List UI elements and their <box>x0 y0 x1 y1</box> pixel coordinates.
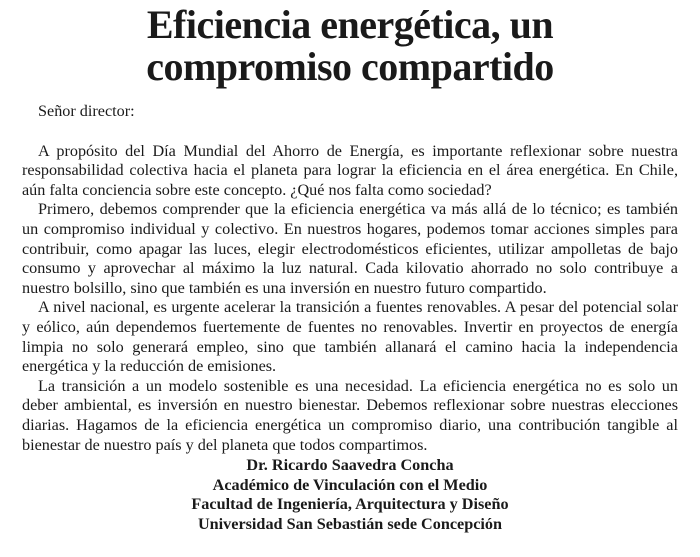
headline <box>0 0 700 88</box>
headline-line-2: compromiso compartido <box>146 44 554 89</box>
signature-role: Académico de Vinculación con el Medio <box>212 475 488 494</box>
headline-line-1: Eficiencia energética, un <box>146 2 554 47</box>
signature-faculty: Facultad de Ingeniería, Arquitectura y Diseño <box>191 495 509 514</box>
signature-block <box>22 456 678 534</box>
paragraph-1: A propósito del Día Mundial del Ahorro de Energía, es importante reflexionar sobre nuestra responsabilidad colectiva hacia el planeta para lograr la eficiencia en el área energética. En Chile, aún falta conciencia sobre este concepto. ¿Qué nos falta como sociedad? <box>22 141 678 199</box>
signature-university: Universidad San Sebastián sede Concepción <box>197 514 502 533</box>
salutation: Señor director: <box>38 102 135 120</box>
paragraph-3: A nivel nacional, es urgente acelerar la transición a fuentes renovables. A pesar del potencial solar y eólico, aún dependemos fuertemente de fuentes no renovables. Invertir en proyectos de energía limpia no solo generará empleo, sino que también allanará el camino hacia la independencia energética y la reducción de emisiones. <box>22 298 678 376</box>
signature-name: Dr. Ricardo Saavedra Concha <box>246 456 454 475</box>
letter-body <box>22 102 678 534</box>
paragraph-2: Primero, debemos comprender que la eficiencia energética va más allá de lo técnico; es también un compromiso individual y colectivo. En nuestros hogares, podemos tomar acciones simples para contribuir, como apagar las luces, elegir electrodomésticos eficientes, utilizar ampolletas de bajo consumo y aprovechar al máximo la luz natural. Cada kilovatio ahorrado no solo contribuye a nuestro bolsillo, sino que también es una inversión en nuestro futuro compartido. <box>22 200 678 297</box>
paragraph-4: La transición a un modelo sostenible es una necesidad. La eficiencia energética no es solo un deber ambiental, es inversión en nuestro bienestar. Debemos reflexionar sobre nuestras elecciones diarias. Hagamos de la eficiencia energética un compromiso diario, una contribución tangible al bienestar de nuestro país y del planeta que todos compartimos. <box>22 376 678 454</box>
